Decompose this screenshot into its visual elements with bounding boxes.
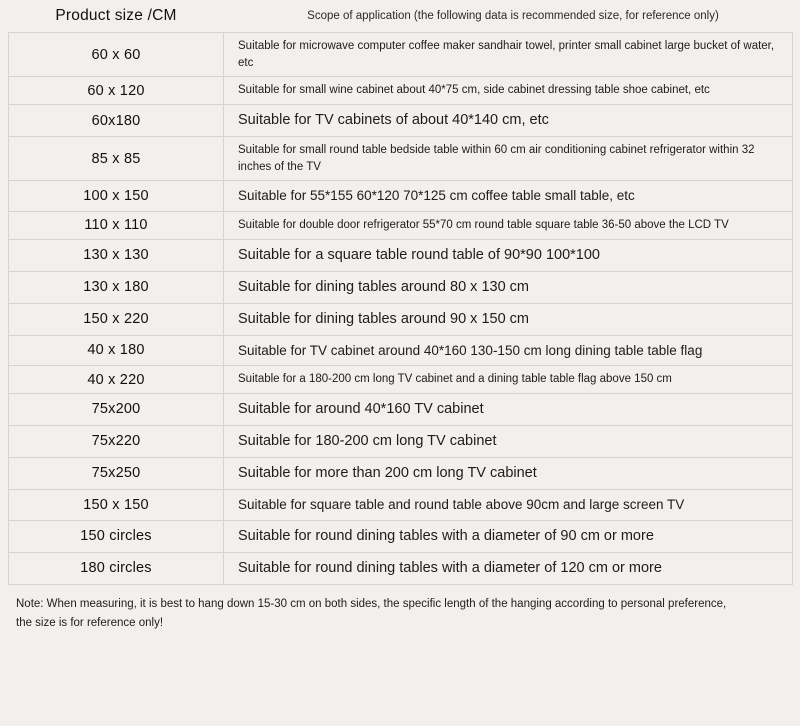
cell-scope: Suitable for round dining tables with a diameter of 90 cm or more xyxy=(224,520,793,552)
note-line-2: the size is for reference only! xyxy=(16,616,164,629)
table-row xyxy=(9,211,793,239)
table-row xyxy=(9,520,793,552)
table-row xyxy=(9,393,793,425)
table-row xyxy=(9,137,793,181)
cell-scope: Suitable for small wine cabinet about 40*75 cm, side cabinet dressing table shoe cabinet, etc xyxy=(224,77,793,105)
cell-product-size: 110 x 110 xyxy=(9,211,224,239)
table-row xyxy=(9,239,793,271)
header-product-size: Product size /CM xyxy=(9,0,224,33)
cell-product-size: 150 circles xyxy=(9,520,224,552)
note-line-1: Note: When measuring, it is best to hang down 15-30 cm on both sides, the specific length of the hanging according to personal preference, xyxy=(16,597,727,610)
cell-product-size: 60 x 120 xyxy=(9,77,224,105)
table-row xyxy=(9,181,793,212)
cell-scope: Suitable for 180-200 cm long TV cabinet xyxy=(224,425,793,457)
table-row xyxy=(9,105,793,137)
cell-scope: Suitable for a square table round table of 90*90 100*100 xyxy=(224,239,793,271)
table-row xyxy=(9,77,793,105)
measuring-note xyxy=(8,595,792,633)
cell-product-size: 60 x 60 xyxy=(9,33,224,77)
cell-product-size: 180 circles xyxy=(9,552,224,584)
table-header-row xyxy=(9,0,793,33)
table-row xyxy=(9,366,793,394)
cell-product-size: 150 x 220 xyxy=(9,303,224,335)
cell-product-size: 130 x 130 xyxy=(9,239,224,271)
cell-scope: Suitable for TV cabinets of about 40*140 cm, etc xyxy=(224,105,793,137)
cell-scope: Suitable for TV cabinet around 40*160 130-150 cm long dining table table flag xyxy=(224,335,793,366)
cell-scope: Suitable for a 180-200 cm long TV cabinet and a dining table table flag above 150 cm xyxy=(224,366,793,394)
cell-scope: Suitable for small round table bedside table within 60 cm air conditioning cabinet refrigerator within 32 inches of the TV xyxy=(224,137,793,181)
cell-product-size: 75x220 xyxy=(9,425,224,457)
cell-product-size: 130 x 180 xyxy=(9,271,224,303)
cell-product-size: 85 x 85 xyxy=(9,137,224,181)
cell-scope: Suitable for round dining tables with a diameter of 120 cm or more xyxy=(224,552,793,584)
cell-product-size: 40 x 180 xyxy=(9,335,224,366)
cell-scope: Suitable for double door refrigerator 55*70 cm round table square table 36-50 above the LCD TV xyxy=(224,211,793,239)
cell-scope: Suitable for square table and round table above 90cm and large screen TV xyxy=(224,489,793,520)
table-row xyxy=(9,489,793,520)
cell-scope: Suitable for around 40*160 TV cabinet xyxy=(224,393,793,425)
table-row xyxy=(9,335,793,366)
cell-product-size: 60x180 xyxy=(9,105,224,137)
table-row xyxy=(9,33,793,77)
table-row xyxy=(9,552,793,584)
product-size-table xyxy=(8,0,793,585)
cell-scope: Suitable for 55*155 60*120 70*125 cm coffee table small table, etc xyxy=(224,181,793,212)
table-row xyxy=(9,425,793,457)
table-row xyxy=(9,271,793,303)
table-row xyxy=(9,457,793,489)
table-body xyxy=(9,0,793,584)
header-scope-of-application: Scope of application (the following data is recommended size, for reference only) xyxy=(224,0,793,33)
cell-product-size: 100 x 150 xyxy=(9,181,224,212)
cell-scope: Suitable for dining tables around 90 x 150 cm xyxy=(224,303,793,335)
cell-scope: Suitable for dining tables around 80 x 130 cm xyxy=(224,271,793,303)
cell-scope: Suitable for microwave computer coffee maker sandhair towel, printer small cabinet large bucket of water, etc xyxy=(224,33,793,77)
cell-product-size: 75x250 xyxy=(9,457,224,489)
table-row xyxy=(9,303,793,335)
cell-product-size: 75x200 xyxy=(9,393,224,425)
cell-product-size: 40 x 220 xyxy=(9,366,224,394)
cell-product-size: 150 x 150 xyxy=(9,489,224,520)
cell-scope: Suitable for more than 200 cm long TV cabinet xyxy=(224,457,793,489)
